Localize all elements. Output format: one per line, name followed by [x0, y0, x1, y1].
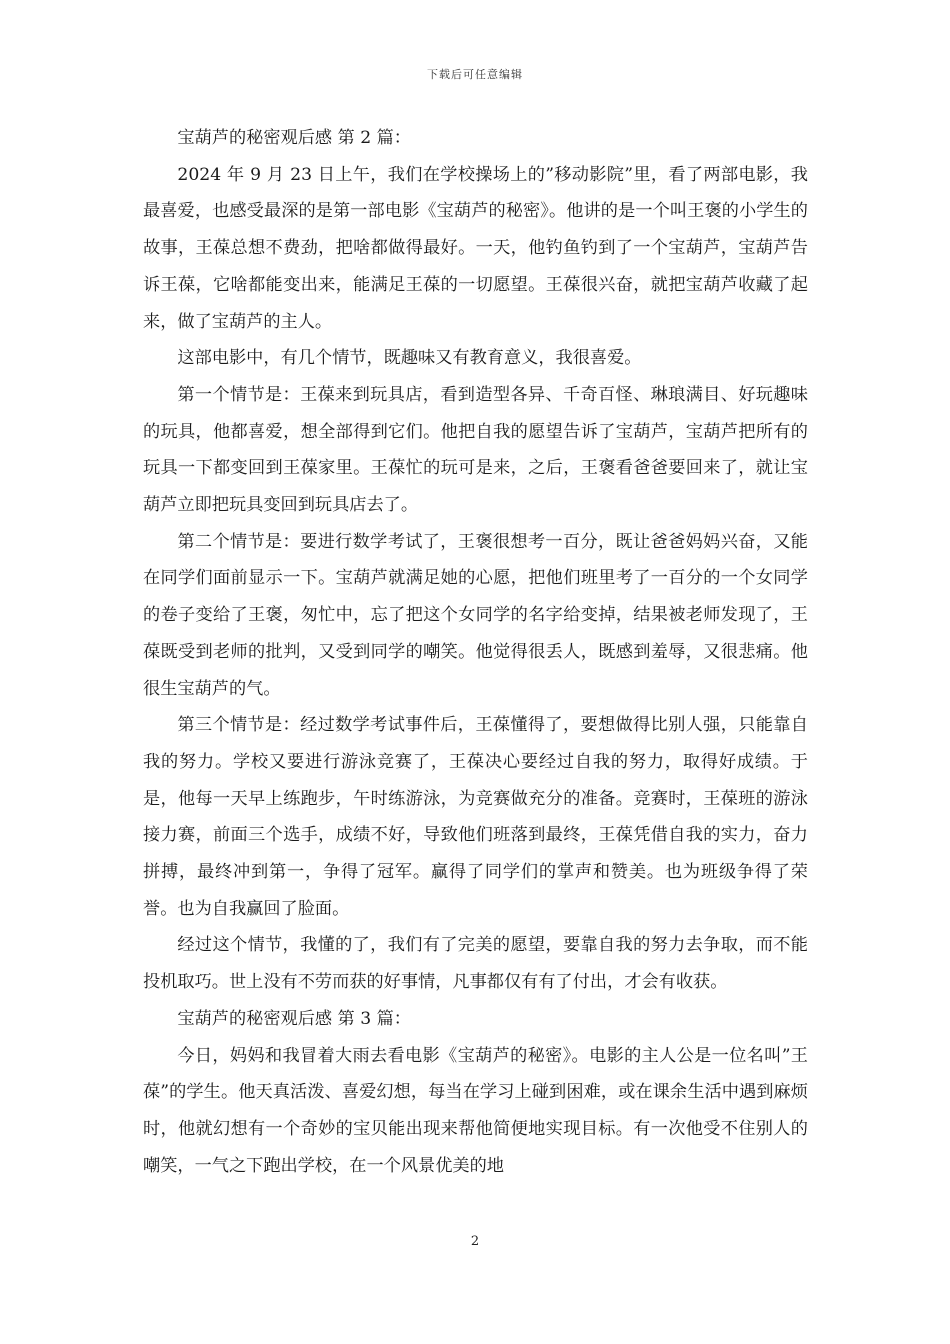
page-number: 2 [470, 1234, 480, 1249]
paragraph: 经过这个情节，我懂的了，我们有了完美的愿望，要靠自我的努力去争取，而不能投机取巧。世上没有不劳而获的好事情，凡事都仅有有了付出，才会有收获。 [143, 935, 808, 993]
paragraph: 第三个情节是：经过数学考试事件后，王葆懂得了，要想做得比别人强，只能靠自我的努力。学校又要进行游泳竞赛了，王葆决心要经过自我的努力，取得好成绩。于是，他每一天早上练跑步，午时练游泳，为竞赛做充分的准备。竞赛时，王葆班的游泳接力赛，前面三个选手，成绩不好，导致他们班落到最终，王葆凭借自我的实力，奋力拼搏，最终冲到第一，争得了冠军。赢得了同学们的掌声和赞美。也为班级争得了荣誉。也为自我赢回了脸面。 [143, 715, 808, 919]
paragraph: 2024 年 9 月 23 日上午，我们在学校操场上的”移动影院”里，看了两部电影，我最喜爱，也感受最深的是第一部电影《宝葫芦的秘密》。他讲的是一个叫王褒的小学生的故事，王葆总想不费劲，把啥都做得最好。一天，他钓鱼钓到了一个宝葫芦，宝葫芦告诉王葆，它啥都能变出来，能满足王葆的一切愿望。王葆很兴奋，就把宝葫芦收藏了起来，做了宝葫芦的主人。 [143, 164, 808, 332]
page-header: 下载后可任意编辑 [427, 68, 523, 81]
section-heading-3: 宝葫芦的秘密观后感 第 3 篇： [177, 1008, 411, 1029]
paragraph: 第一个情节是：王葆来到玩具店，看到造型各异、千奇百怪、琳琅满目、好玩趣味的玩具，他都喜爱，想全部得到它们。他把自我的愿望告诉了宝葫芦，宝葫芦把所有的玩具一下都变回到王葆家里。王葆忙的玩可是来，之后，王褒看爸爸要回来了，就让宝葫芦立即把玩具变回到玩具店去了。 [143, 384, 808, 516]
section-heading-2: 宝葫芦的秘密观后感 第 2 篇： [177, 128, 411, 148]
paragraph: 这部电影中，有几个情节，既趣味又有教育意义，我很喜爱。 [177, 348, 642, 369]
document-body [143, 120, 808, 1184]
paragraph: 第二个情节是：要进行数学考试了，王褒很想考一百分，既让爸爸妈妈兴奋，又能在同学们面前显示一下。宝葫芦就满足她的心愿，把他们班里考了一百分的一个女同学的卷子变给了王褒，匆忙中，忘了把这个女同学的名字给变掉，结果被老师发现了，王葆既受到老师的批判，又受到同学的嘲笑。他觉得很丢人，既感到羞辱，又很悲痛。他很生宝葫芦的气。 [143, 531, 808, 699]
paragraph: 今日，妈妈和我冒着大雨去看电影《宝葫芦的秘密》。电影的主人公是一位名叫”王葆”的学生。他天真活泼、喜爱幻想，每当在学习上碰到困难，或在课余生活中遇到麻烦时，他就幻想有一个奇妙的宝贝能出现来帮他简便地实现目标。有一次他受不住别人的嘲笑，一气之下跑出学校，在一个风景优美的地 [143, 1045, 808, 1176]
